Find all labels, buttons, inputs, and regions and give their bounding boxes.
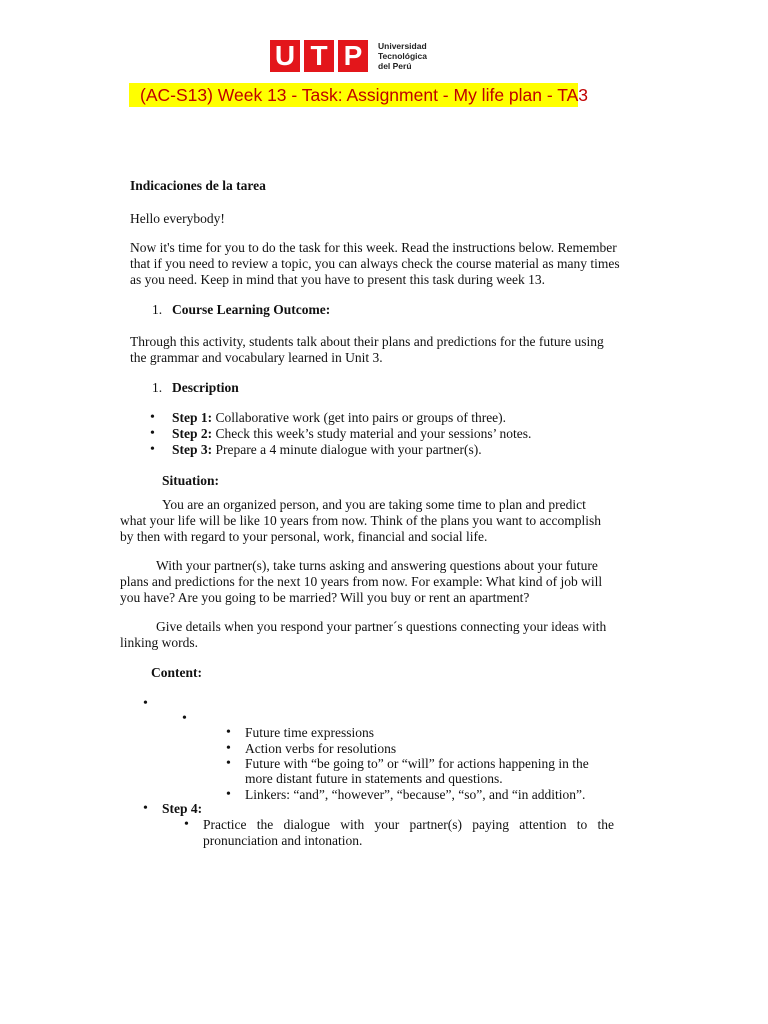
section-title-description: Description <box>172 380 239 395</box>
bullet-icon: • <box>150 410 155 425</box>
intro-line: as you need. Keep in mind that you have to present this task during week 13. <box>130 272 546 287</box>
step-label: Step 2: <box>172 426 213 441</box>
bullet-icon: • <box>143 801 148 816</box>
intro-line: that if you need to review a topic, you can always check the course material as many times <box>130 256 620 271</box>
situation-line: Give details when you respond your partner´s questions connecting your ideas with <box>156 619 607 634</box>
section-number: 1. <box>152 380 163 395</box>
situation-line: what your life will be like 10 years from now. Think of the plans you want to accomplish <box>120 513 602 528</box>
content-title: Content: <box>151 665 202 680</box>
logo-university-name <box>378 41 438 71</box>
logo-name-line: Tecnológica <box>378 51 427 61</box>
logo-letter-t: T <box>304 40 334 72</box>
step-label: Step 1: <box>172 410 213 425</box>
situation-line: You are an organized person, and you are taking some time to plan and predict <box>162 497 586 512</box>
logo-name-line: Universidad <box>378 41 427 51</box>
bullet-icon: • <box>226 741 231 756</box>
content-item: Action verbs for resolutions <box>245 741 397 756</box>
step-text: Collaborative work (get into pairs or groups of three). <box>212 410 507 425</box>
situation-line: linking words. <box>120 635 199 650</box>
section-number: 1. <box>152 302 163 317</box>
content-item-continued: more distant future in statements and questions. <box>245 771 503 786</box>
situation-line: you have? Are you going to be married? Will you buy or rent an apartment? <box>120 590 530 605</box>
step4-line: pronunciation and intonation. <box>203 833 363 848</box>
situation-line: by then with regard to your personal, work, financial and social life. <box>120 529 488 544</box>
section-title-outcome: Course Learning Outcome: <box>172 302 331 317</box>
greeting: Hello everybody! <box>130 211 225 226</box>
bullet-icon: • <box>226 725 231 740</box>
outcome-line: the grammar and vocabulary learned in Unit 3. <box>130 350 383 365</box>
content-item: Future time expressions <box>245 725 374 740</box>
bullet-icon: • <box>226 787 231 802</box>
bullet-icon: • <box>184 817 189 832</box>
logo-name-line: del Perú <box>378 61 412 71</box>
step-item <box>172 410 506 426</box>
step4-label: Step 4: <box>162 801 203 816</box>
intro-line: Now it's time for you to do the task for this week. Read the instructions below. Remember <box>130 240 617 255</box>
instructions-heading: Indicaciones de la tarea <box>130 178 266 193</box>
bullet-icon: • <box>226 756 231 771</box>
bullet-icon: • <box>143 696 148 711</box>
situation-title: Situation: <box>162 473 220 488</box>
content-item: Future with “be going to” or “will” for actions happening in the <box>245 756 589 771</box>
utp-logo <box>270 38 438 74</box>
step-text: Prepare a 4 minute dialogue with your partner(s). <box>212 442 482 457</box>
step4-line: Practice the dialogue with your partner(s) paying attention to the <box>203 817 614 832</box>
situation-line: With your partner(s), take turns asking and answering questions about your future <box>156 558 598 573</box>
step-text: Check this week’s study material and your sessions’ notes. <box>212 426 532 441</box>
logo-letter-u: U <box>270 40 300 72</box>
bullet-icon: • <box>150 426 155 441</box>
outcome-line: Through this activity, students talk about their plans and predictions for the future using <box>130 334 604 349</box>
situation-line: plans and predictions for the next 10 years from now. For example: What kind of job will <box>120 574 603 589</box>
step-item <box>172 442 482 458</box>
bullet-icon: • <box>150 442 155 457</box>
logo-letter-p: P <box>338 40 368 72</box>
step-label: Step 3: <box>172 442 213 457</box>
bullet-icon: • <box>182 711 187 726</box>
title-banner <box>129 83 589 107</box>
step-item <box>172 426 531 442</box>
content-item: Linkers: “and”, “however”, “because”, “so”, and “in addition”. <box>245 787 586 802</box>
page-title: (AC-S13) Week 13 - Task: Assignment - My life plan - TA3 <box>140 84 589 105</box>
